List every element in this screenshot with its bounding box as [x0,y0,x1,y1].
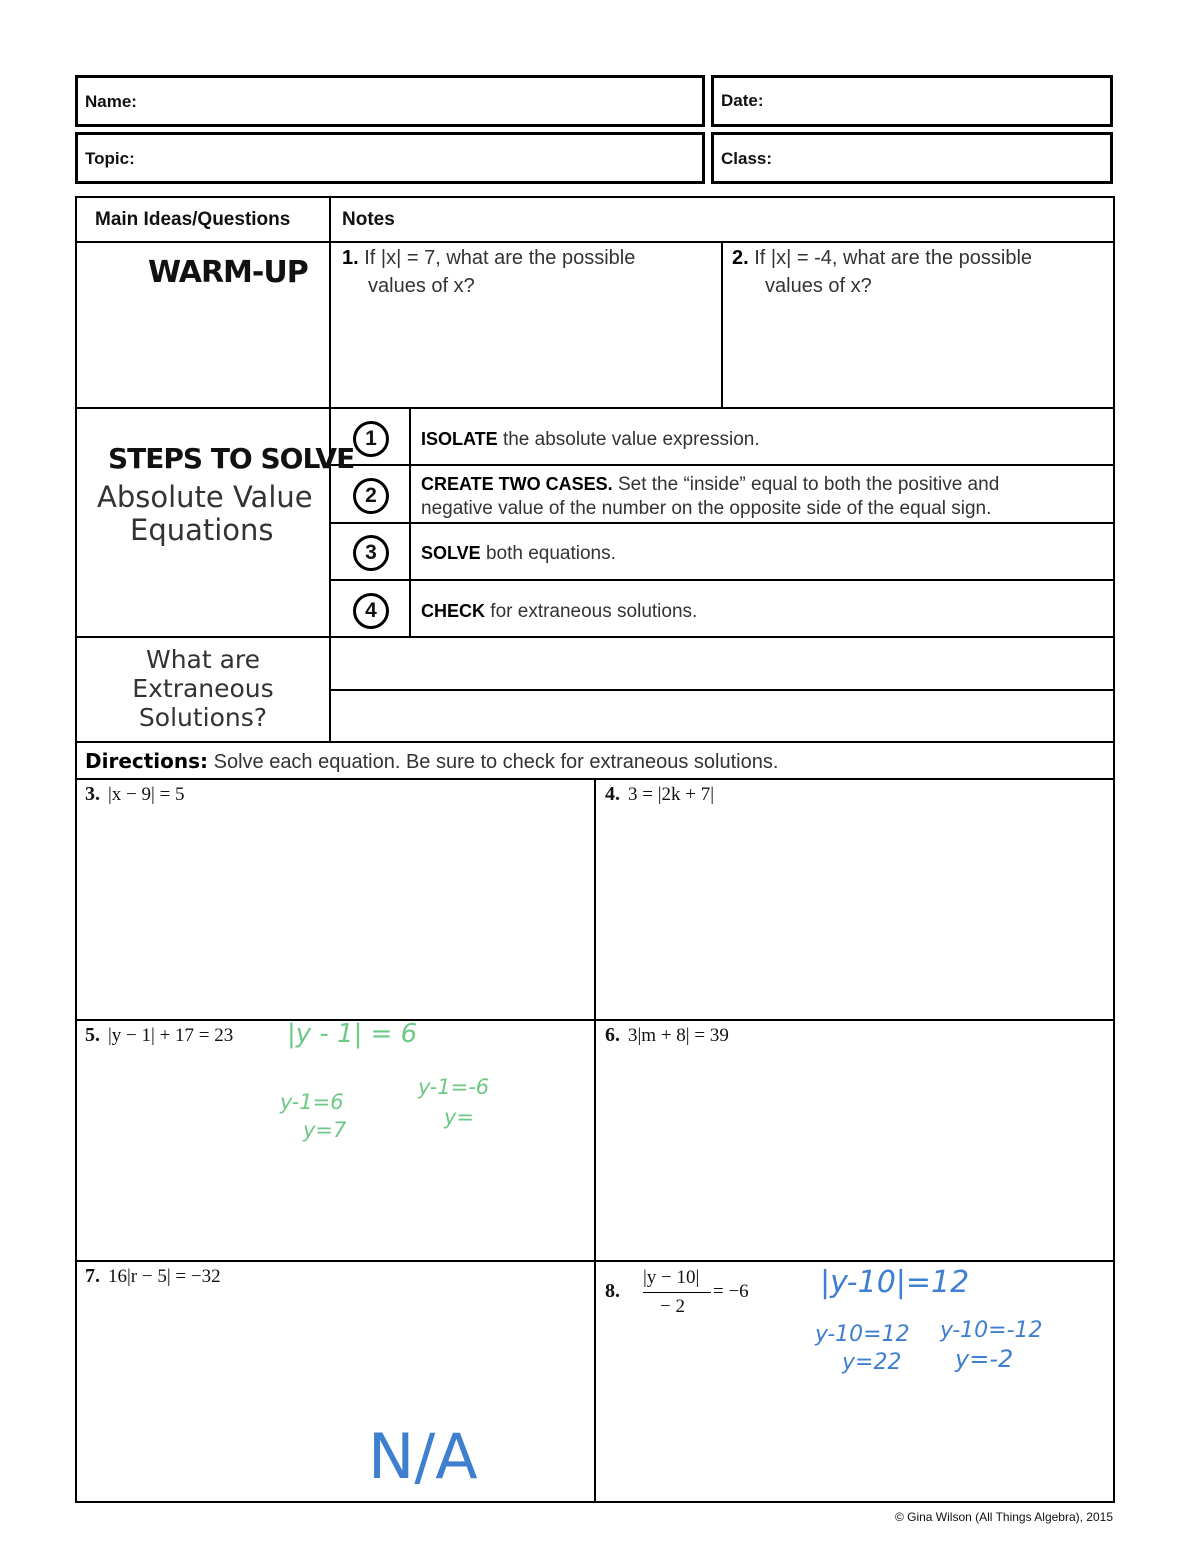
extraneous-line: What are [145,645,261,674]
divider [330,689,1115,691]
problem-number: 6. [605,1024,620,1046]
handwriting-p5-case2-result: y= [444,1105,475,1129]
extraneous-question [78,645,328,732]
problem-6 [605,1024,729,1047]
step-description: negative value of the number on the opposite side of the equal sign. [421,498,992,519]
step-keyword: CHECK [421,601,486,621]
steps-title: STEPS TO SOLVE [108,442,355,475]
warmup-title: WARM-UP [148,255,308,290]
name-label: Name: [85,92,137,111]
divider [330,522,1115,524]
step-number-3: 3 [353,535,389,571]
fraction-bar [643,1292,711,1293]
step-description: both equations. [480,543,616,564]
divider [594,778,596,1503]
handwriting-p8-case1: y-10=12 [815,1322,910,1347]
steps-subtitle: Absolute Value [97,480,313,514]
steps-subtitle: Equations [130,513,274,547]
step-description: the absolute value expression. [497,429,760,450]
column-header-notes: Notes [342,209,395,230]
problem-5 [85,1024,233,1047]
date-field[interactable] [711,75,1113,127]
step-keyword: SOLVE [421,543,481,563]
problem-3 [85,783,185,806]
step-description: Set the “inside” equal to both the positive and [612,474,1000,495]
handwriting-p7-answer: N/A [368,1420,478,1493]
problem-equation: |x − 9| = 5 [108,784,185,805]
question-text: values of x? [368,275,475,297]
divider [75,636,1115,638]
step-keyword: ISOLATE [421,429,498,449]
problem-number: 3. [85,783,100,805]
divider [75,241,1115,243]
question-text: values of x? [765,275,872,297]
handwriting-p5-step: |y - 1| = 6 [287,1019,418,1049]
problem-7 [85,1265,221,1288]
handwriting-p8-step: |y-10|=12 [820,1265,970,1300]
step-4 [421,599,697,624]
topic-field[interactable] [75,132,705,184]
fraction-numerator: |y − 10| [643,1267,700,1288]
handwriting-p8-case1-result: y=22 [842,1350,902,1375]
divider [721,241,723,408]
fraction-rhs: = −6 [713,1281,749,1302]
problem-number: 8. [605,1280,620,1302]
date-label: Date: [721,91,764,110]
problem-4 [605,783,714,806]
handwriting-p5-case2: y-1=-6 [418,1075,490,1099]
name-field[interactable] [75,75,705,127]
step-number-4: 4 [353,593,389,629]
question-number: 2. [732,247,749,269]
step-1 [421,427,760,452]
problem-number: 7. [85,1265,100,1287]
divider [330,464,1115,466]
problem-equation: |y − 1| + 17 = 23 [108,1025,234,1046]
question-number: 1. [342,247,359,269]
question-text: If |x| = 7, what are the possible [364,247,636,269]
divider [75,407,1115,409]
extraneous-line: Extraneous [132,674,274,703]
problem-number: 5. [85,1024,100,1046]
column-header-main-ideas: Main Ideas/Questions [95,209,291,230]
directions-label: Directions: [85,749,209,773]
handwriting-p8-case2: y-10=-12 [940,1318,1043,1343]
step-number-1: 1 [353,421,389,457]
problem-number: 4. [605,783,620,805]
divider [330,579,1115,581]
directions [85,749,778,774]
handwriting-p5-case1: y-1=6 [280,1090,344,1114]
handwriting-p8-case2-result: y=-2 [955,1345,1014,1373]
problem-equation: 3|m + 8| = 39 [628,1025,729,1046]
step-3 [421,541,616,566]
step-keyword: CREATE TWO CASES. [421,474,613,494]
directions-text: Solve each equation. Be sure to check for extraneous solutions. [208,751,779,773]
copyright-footer: © Gina Wilson (All Things Algebra), 2015 [894,1510,1113,1524]
handwriting-p5-case1-result: y=7 [303,1118,347,1142]
warmup-question-2 [732,244,1032,300]
warmup-question-1 [342,244,635,300]
divider [75,741,1115,743]
class-field[interactable] [711,132,1113,184]
step-2 [421,472,999,521]
step-description: for extraneous solutions. [485,601,698,622]
problem-equation: 3 = |2k + 7| [628,784,715,805]
step-number-2: 2 [353,478,389,514]
extraneous-line: Solutions? [138,703,268,732]
divider [409,407,411,637]
problem-equation: 16|r − 5| = −32 [108,1266,221,1287]
fraction-denominator: − 2 [660,1296,685,1317]
class-label: Class: [721,149,773,168]
topic-label: Topic: [85,149,135,168]
question-text: If |x| = -4, what are the possible [754,247,1033,269]
